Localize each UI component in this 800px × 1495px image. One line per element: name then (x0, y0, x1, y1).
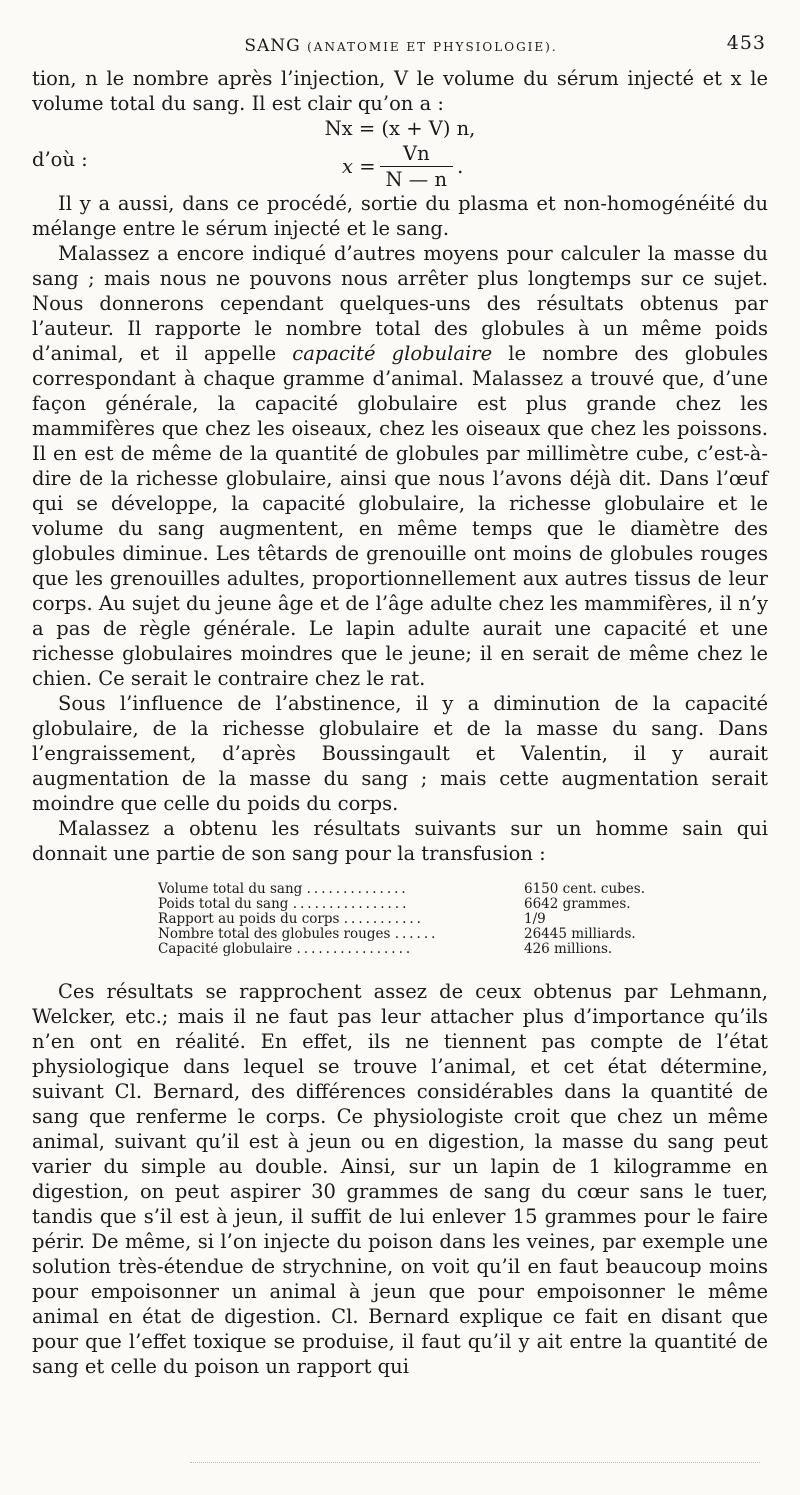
equation-1: Nx = (x + V) n, (324, 117, 476, 140)
paragraph-3: Sous l’influence de l’abstinence, il y a diminution de la capacité globulaire, de la richesse globulaire et de la masse du sang. Dans l’engraissement, d’après Boussingault et Valentin, il y aurait augmentation de la masse du sang ; mais cette augmentation serait moindre que celle du poids du corps. (32, 692, 768, 815)
running-head-main: SANG (244, 36, 301, 56)
result-label: Capacité globulaire ................ (158, 942, 414, 957)
table-row (158, 882, 645, 897)
equation-2-row (32, 141, 768, 191)
result-value: 26445 milliards. (524, 926, 636, 942)
intro-line: tion, n le nombre après l’injection, V le volume du sérum injecté et x le volume total du sang. Il est clair qu’on a : (32, 67, 768, 115)
table-row (158, 912, 645, 927)
dou-label: d’où : (32, 148, 88, 171)
paragraph-1: Il y a aussi, dans ce procédé, sortie du plasma et non-homogénéité du mélange entre le sérum injecté et le sang. (32, 192, 768, 240)
table-row (158, 897, 645, 912)
fraction-denominator: N — n (385, 168, 448, 191)
fraction-numerator: Vn (380, 141, 454, 167)
results-table (158, 882, 645, 957)
capacite-globulaire-term: capacité globulaire (292, 342, 493, 365)
equation-2-end: . (457, 155, 464, 178)
table-row (158, 927, 645, 942)
paragraph-2-part-b: le nombre des globules correspondant à chaque gramme d’animal. Malassez a trouvé que, d’une façon générale, la capacité globulaire est plus grande chez les mammifères que chez les oiseaux, chez les oiseaux que chez les poissons. Il en est de même de la quantité de globules par millimètre cube, c’est-à-dire de la richesse globulaire, ainsi que nous l’avons déjà dit. Dans l’œuf qui se développe, la capacité globulaire, la richesse globulaire et le volume du sang augmentent, en même temps que le diamètre des globules diminue. Les têtards de grenouille ont moins de globules rouges que les grenouilles adultes, proportionnellement aux autres tissus de leur corps. Au sujet du jeune âge et de l’âge adulte chez les mammifères, il n’y a pas de règle générale. Le lapin adulte aurait une capacité et une richesse globulaires moindres que le jeune; il en serait de même chez le chien. Ce serait le contraire chez le rat. (32, 342, 768, 690)
result-label: Nombre total des globules rouges ...... (158, 927, 439, 942)
table-row (158, 942, 645, 957)
running-head-title (36, 36, 766, 56)
result-value: 6642 grammes. (524, 896, 631, 912)
equation-2 (342, 141, 463, 192)
result-label: Volume total du sang .............. (158, 882, 409, 897)
body-text (32, 66, 768, 1379)
fraction (380, 141, 454, 192)
footer-rule (190, 1462, 760, 1464)
result-label: Rapport au poids du corps ........... (158, 912, 424, 927)
paragraph-4: Malassez a obtenu les résultats suivants sur un homme sain qui donnait une partie de son sang pour la transfusion : (32, 817, 768, 865)
paragraph-5: Ces résultats se rapprochent assez de ceux obtenus par Lehmann, Welcker, etc.; mais il ne faut pas leur attacher plus d’importance qu’ils n’en ont en réalité. En effet, ils ne tiennent pas compte de l’état physiologique dans lequel se trouve l’animal, et cet état détermine, suivant Cl. Bernard, des différences considérables dans la quantité de sang que renferme le corps. Ce physiologiste croit que chez un même animal, suivant qu’il est à jeun ou en digestion, la masse du sang peut varier du simple au double. Ainsi, sur un lapin de 1 kilogramme en digestion, on peut aspirer 30 grammes de sang du cœur sans le tuer, tandis que s’il est à jeun, il suffit de lui enlever 15 grammes pour le faire périr. De même, si l’on injecte du poison dans les veines, par exemple une solution très-étendue de strychnine, on voit qu’il en faut beaucoup moins pour empoisonner un animal à jeun que pour empoisonner le même animal en état de digestion. Cl. Bernard explique ce fait en disant que pour que l’effet toxique se produise, il faut qu’il y ait entre la quantité de sang et celle du poison un rapport qui (32, 980, 768, 1378)
result-value: 6150 cent. cubes. (524, 881, 646, 897)
result-label: Poids total du sang ................ (158, 897, 410, 912)
paragraph-2-part-a: Malassez a encore indiqué d’autres moyens pour calculer la masse du sang ; mais nous ne pouvons nous arrêter plus longtemps sur ce sujet. Nous donnerons cependant quelques-uns des résultats obtenus par l’auteur. Il rapporte le nombre total des globules à un même poids d’animal, et il appelle (32, 242, 768, 365)
paragraph-2 (32, 241, 768, 691)
running-head-sub: (ANATOMIE ET PHYSIOLOGIE). (307, 40, 558, 54)
result-value: 426 millions. (524, 941, 613, 957)
page-number: 453 (726, 32, 766, 54)
equation-2-lhs: x = (342, 155, 376, 178)
result-value: 1/9 (524, 911, 546, 927)
running-head (36, 32, 766, 60)
